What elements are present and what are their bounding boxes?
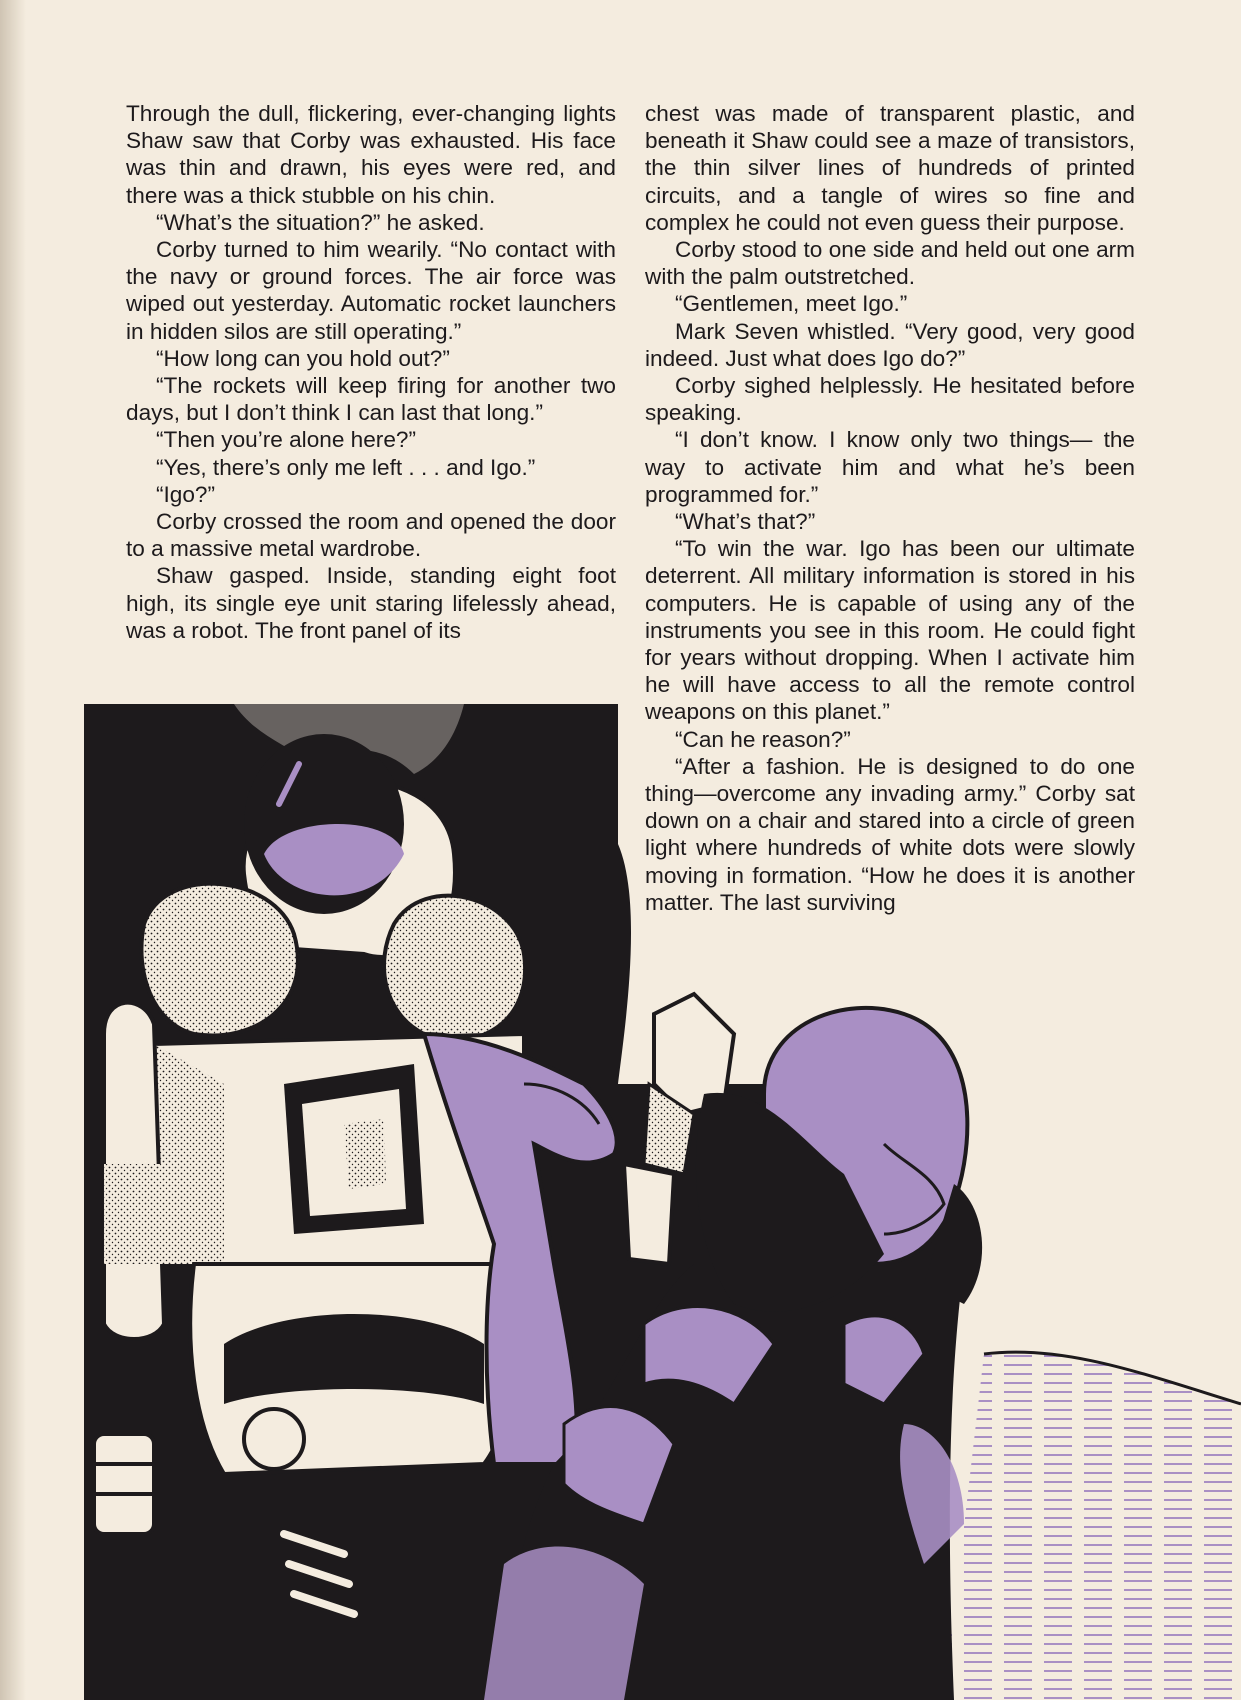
paragraph: “I don’t know. I know only two things— the way to activate him and what he’s been programmed for.”: [645, 427, 1135, 507]
paragraph: “After a fashion. He is designed to do one thing—overcome any invading army.” Corby sat down on a chair and stared into a circle of green light where hundreds of white dots were slowly moving in formation. “How he does it is another matter. The last surviving: [645, 753, 1135, 915]
paragraph: Corby crossed the room and opened the door to a massive metal wardrobe.: [126, 509, 616, 562]
paragraph: Corby sighed helplessly. He hesitated before speaking.: [645, 373, 1135, 426]
background-hill: [944, 1352, 1241, 1700]
foreground-shadow: [484, 1547, 644, 1700]
paragraph: Mark Seven whistled. “Very good, very good indeed. Just what does Igo do?”: [645, 318, 1135, 371]
paragraph: “What’s that?”: [675, 509, 816, 535]
paragraph: chest was made of transparent plastic, and beneath it Shaw could see a maze of transistors, the thin silver lines of hundreds of printed circuits, and a tangle of wires so fine and complex he could not even guess their purpose.: [645, 101, 1135, 235]
paragraph: “Can he reason?”: [675, 726, 851, 752]
paragraph: “Gentlemen, meet Igo.”: [675, 291, 908, 317]
paragraph: “To win the war. Igo has been our ultimate deterrent. All military information is stored in his computers. He is capable of using any of the instruments you see in this room. He could fight for years without dropping. When I activate him he will have access to all the remote control weapons on this planet.”: [645, 536, 1135, 725]
illustration-artwork: [84, 704, 1241, 1700]
paragraph: “Then you’re alone here?”: [156, 427, 416, 453]
paragraph: “Igo?”: [156, 481, 216, 507]
paragraph: Through the dull, flickering, ever-changing lights Shaw saw that Corby was exhausted. His face was thin and drawn, his eyes were red, and there was a thick stubble on his chin.: [126, 101, 616, 208]
paragraph: “Yes, there’s only me left . . . and Igo.”: [156, 454, 536, 480]
paragraph: Shaw gasped. Inside, standing eight foot high, its single eye unit staring lifelessly ahead, was a robot. The front panel of its: [126, 563, 616, 643]
paragraph: “What’s the situation?” he asked.: [156, 209, 485, 235]
paragraph: “The rockets will keep firing for another two days, but I don’t think I can last that long.”: [126, 373, 616, 426]
robot-shoulder-right: [384, 896, 525, 1040]
paragraph: Corby turned to him wearily. “No contact with the navy or ground forces. The air force was wiped out yesterday. Automatic rocket launchers in hidden silos are still operating.”: [126, 237, 616, 344]
paragraph: Corby stood to one side and held out one arm with the palm outstretched.: [645, 237, 1135, 290]
page-spine-shadow: [0, 0, 26, 1700]
story-column-left: [126, 100, 616, 644]
robot-and-man-illustration: [84, 704, 1241, 1700]
paragraph: “How long can you hold out?”: [156, 345, 450, 371]
robot-shoulder-left: [141, 884, 297, 1036]
